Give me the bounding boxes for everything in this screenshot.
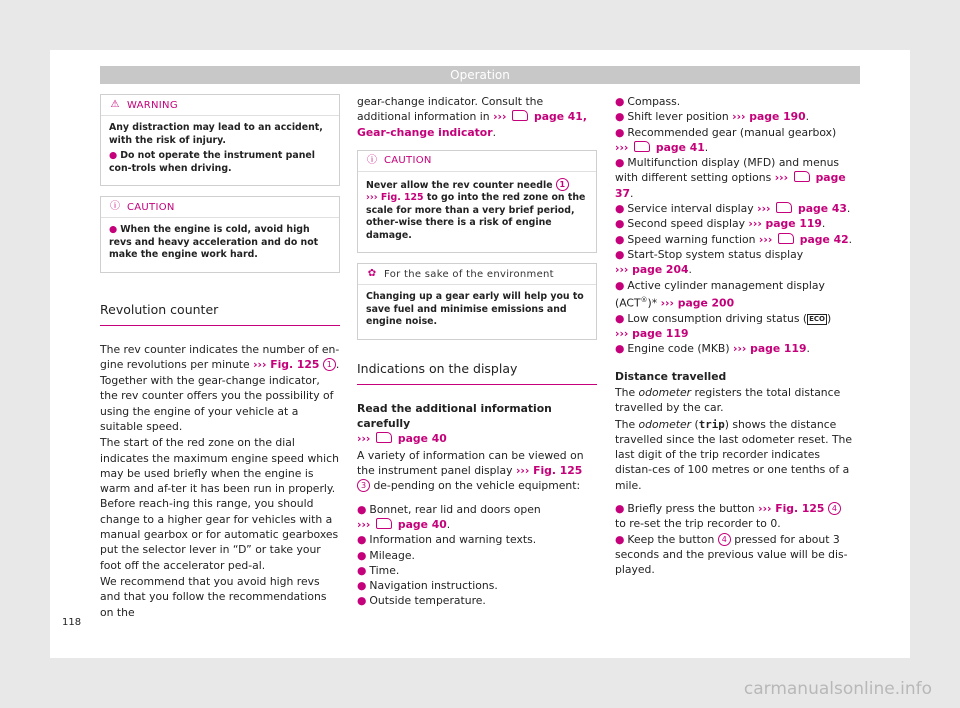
list-item: ● Compass. [615,95,681,108]
list-item: ● Information and warning texts. [357,533,537,547]
list-item: ● Outside temperature. [357,594,486,608]
bullet-icon: ● [615,110,625,124]
bullet-icon: ● [615,502,625,516]
warning-header [101,95,339,116]
bullet-icon: ● [615,278,625,292]
page-number: 118 [62,617,82,628]
list-item: ● Multifunction display (MFD) and menus with different setting options ››› page 37. [615,156,846,200]
environment-text: Changing up a gear early will help you to save fuel and minimise emissions and engine noise. [366,291,584,328]
read-note: Read the additional information carefully ››› page 40 [357,401,552,446]
fig-link[interactable]: ››› Fig. 125 [515,464,583,478]
warning-text: Any distraction may lead to an accident, with the risk of injury. [109,122,323,146]
caution-box-2 [357,150,597,254]
caution-body [101,218,339,272]
warning-bullet: ● Do not operate the instrument panel con-trols when driving. [109,150,315,174]
caution-circle-icon: ⓘ [110,201,120,212]
list-item: ● Time. [357,563,400,577]
environment-title: For the sake of the environment [384,268,554,280]
caution-title: CAUTION [384,155,432,167]
page-link[interactable]: ››› page 200 [660,296,735,310]
caution-header [101,197,339,218]
bullet-icon: ● [615,532,625,546]
book-icon [778,233,794,244]
list-item: ● Navigation instructions. [357,579,498,593]
caution-title: CAUTION [127,201,175,213]
subheading-distance: Distance travelled [615,369,727,383]
bullet-icon: ● [615,217,625,231]
bullet-icon: ● [615,311,625,325]
page-link[interactable]: ››› page 42 [758,232,849,246]
fig-link[interactable]: ››› Fig. 125 [366,192,424,204]
warning-box [100,94,340,186]
book-icon [376,518,392,529]
list-item: ● Mileage. [357,548,415,562]
bullet-icon: ● [357,579,367,593]
environment-header [358,264,596,285]
list-item: ● Briefly press the button ››› Fig. 125 4 to re-set the trip recorder to 0. [615,501,855,532]
bullet-icon: ● [615,125,625,139]
manual-page [50,50,910,658]
section-title-revolution-counter: Revolution counter [100,295,340,326]
paragraph: We recommend that you avoid high revs and that you follow the recommendations on the [100,574,327,619]
bullet-icon: ● [357,502,367,516]
callout-number: 4 [828,502,841,515]
callout-number: 3 [357,479,370,492]
bullet-icon: ● [357,594,367,608]
warning-title: WARNING [127,99,178,111]
paragraph: The odometer (trip) shows the distance travelled since the last odometer reset. The last digit of the trip recorder indicates distan-ces of 100 metres or one tenths of a mile. [615,417,853,492]
environment-leaf-icon: ✿ [367,268,377,280]
bullet-icon: ● [109,150,118,161]
list-item: ● Keep the button 4 pressed for about 3 seconds and the previous value will be dis-played. [615,532,848,577]
bullet-icon: ● [109,224,118,235]
column-right [615,94,855,578]
indications-text [357,401,597,609]
page-link[interactable]: ››› page 43 [757,202,847,216]
page-link[interactable]: ››› page 37 [615,171,846,200]
page-link[interactable]: ››› page 41, Gear-change indicator [357,110,587,139]
list-item: ● Speed warning function ››› page 42. [615,232,853,246]
bullet-icon: ● [615,202,625,216]
bullet-icon: ● [357,563,367,577]
warning-triangle-icon: ⚠ [110,99,120,110]
book-icon [376,432,392,443]
page-link[interactable]: ››› page 204 [615,263,689,277]
environment-body [358,285,596,339]
callout-number: 1 [556,178,569,191]
revolution-counter-text [100,342,340,620]
bullet-icon: ● [615,156,625,170]
column-middle [357,94,597,609]
page-link[interactable]: ››› page 190 [732,110,806,124]
environment-box [357,263,597,340]
list-item: ● Start-Stop system status display ››› page 204. [615,247,804,277]
caution-box [100,196,340,273]
list-item: ● Low consumption driving status ( ECO ) ››› page 119 [615,311,832,341]
list-item: ● Bonnet, rear lid and doors open ››› page 40. [357,502,541,531]
paragraph: Together with the gear-change indicator, the rev counter offers you the possibility of using the engine of your vehicle at a suitable speed. [100,374,334,433]
paragraph: The odometer registers the total distance travelled by the car. [615,385,841,415]
caution-bullet: ● When the engine is cold, avoid high revs and heavy acceleration and do not make the engine work hard. [109,224,319,260]
page-link[interactable]: ››› page 119 [615,327,689,341]
list-item: ● Second speed display ››› page 119. [615,217,826,231]
gear-change-text [357,94,597,140]
column-left [100,94,340,621]
bullet-icon: ● [357,533,367,547]
paragraph: The start of the red zone on the dial indicates the maximum engine speed which may be used briefly when the engine is warm and af-ter it has been run in properly. Before reach-ing this range, you should change to a higher gear for vehicles with a manual gearbox or for automatic gearboxes put the selector lever in “D” or take your foot off the accelerator ped-al. [100,436,339,572]
page-link[interactable]: ››› page 41 [615,140,705,154]
paragraph: The rev counter indicates the number of en-gine revolutions per minute ››› Fig. 125 1 . [100,342,340,371]
bullet-icon: ● [615,95,625,108]
paragraph: A variety of information can be viewed on the instrument panel display ››› Fig. 125 3 de-pending on the vehicle equipment: [357,448,584,493]
bullet-icon: ● [357,548,367,562]
fig-link[interactable]: ››› Fig. 125 [758,502,825,516]
bullet-icon: ● [615,247,625,261]
bullet-icon: ● [615,342,625,356]
book-icon [794,171,810,182]
eco-icon: ECO [809,314,825,323]
caution-circle-icon: ⓘ [367,154,377,166]
caution-text: Never allow the rev counter needle 1 ››› Fig. 125 to go into the red zone on the scale for more than a very brief period, other-wise there is a risk of engine damage. [366,179,586,241]
fig-link[interactable]: ››› Fig. 125 [253,357,320,371]
list-item: ● Service interval display ››› page 43. [615,202,851,216]
list-item: ● Engine code (MKB) ››› page 119. [615,342,810,356]
callout-number: 1 [323,358,336,371]
list-item: ● Recommended gear (manual gearbox) ››› page 41. [615,125,837,154]
caution-header [358,151,596,172]
book-icon [634,141,650,152]
page-link[interactable]: ››› page 119 [748,217,822,231]
callout-number: 4 [718,533,731,546]
page-link[interactable]: ››› page 40 [357,517,447,531]
display-items [615,94,855,578]
watermark: carmanualsonline.info [743,679,932,699]
list-item: ● Active cylinder management display (ACT®)* ››› page 200 [615,278,825,310]
list-item: ● Shift lever position ››› page 190. [615,110,810,124]
page-link[interactable]: ››› page 40 [357,432,447,446]
warning-body [101,116,339,185]
caution-body [358,172,596,253]
page-header: Operation [100,66,860,84]
section-title-indications: Indications on the display [357,354,597,385]
bullet-icon: ● [615,232,625,246]
page-link[interactable]: ››› page 119 [733,342,807,356]
paragraph: gear-change indicator. Consult the additional information in ››› page 41, Gear-change indicator. [357,95,587,139]
book-icon [776,202,792,213]
book-icon [512,110,528,121]
